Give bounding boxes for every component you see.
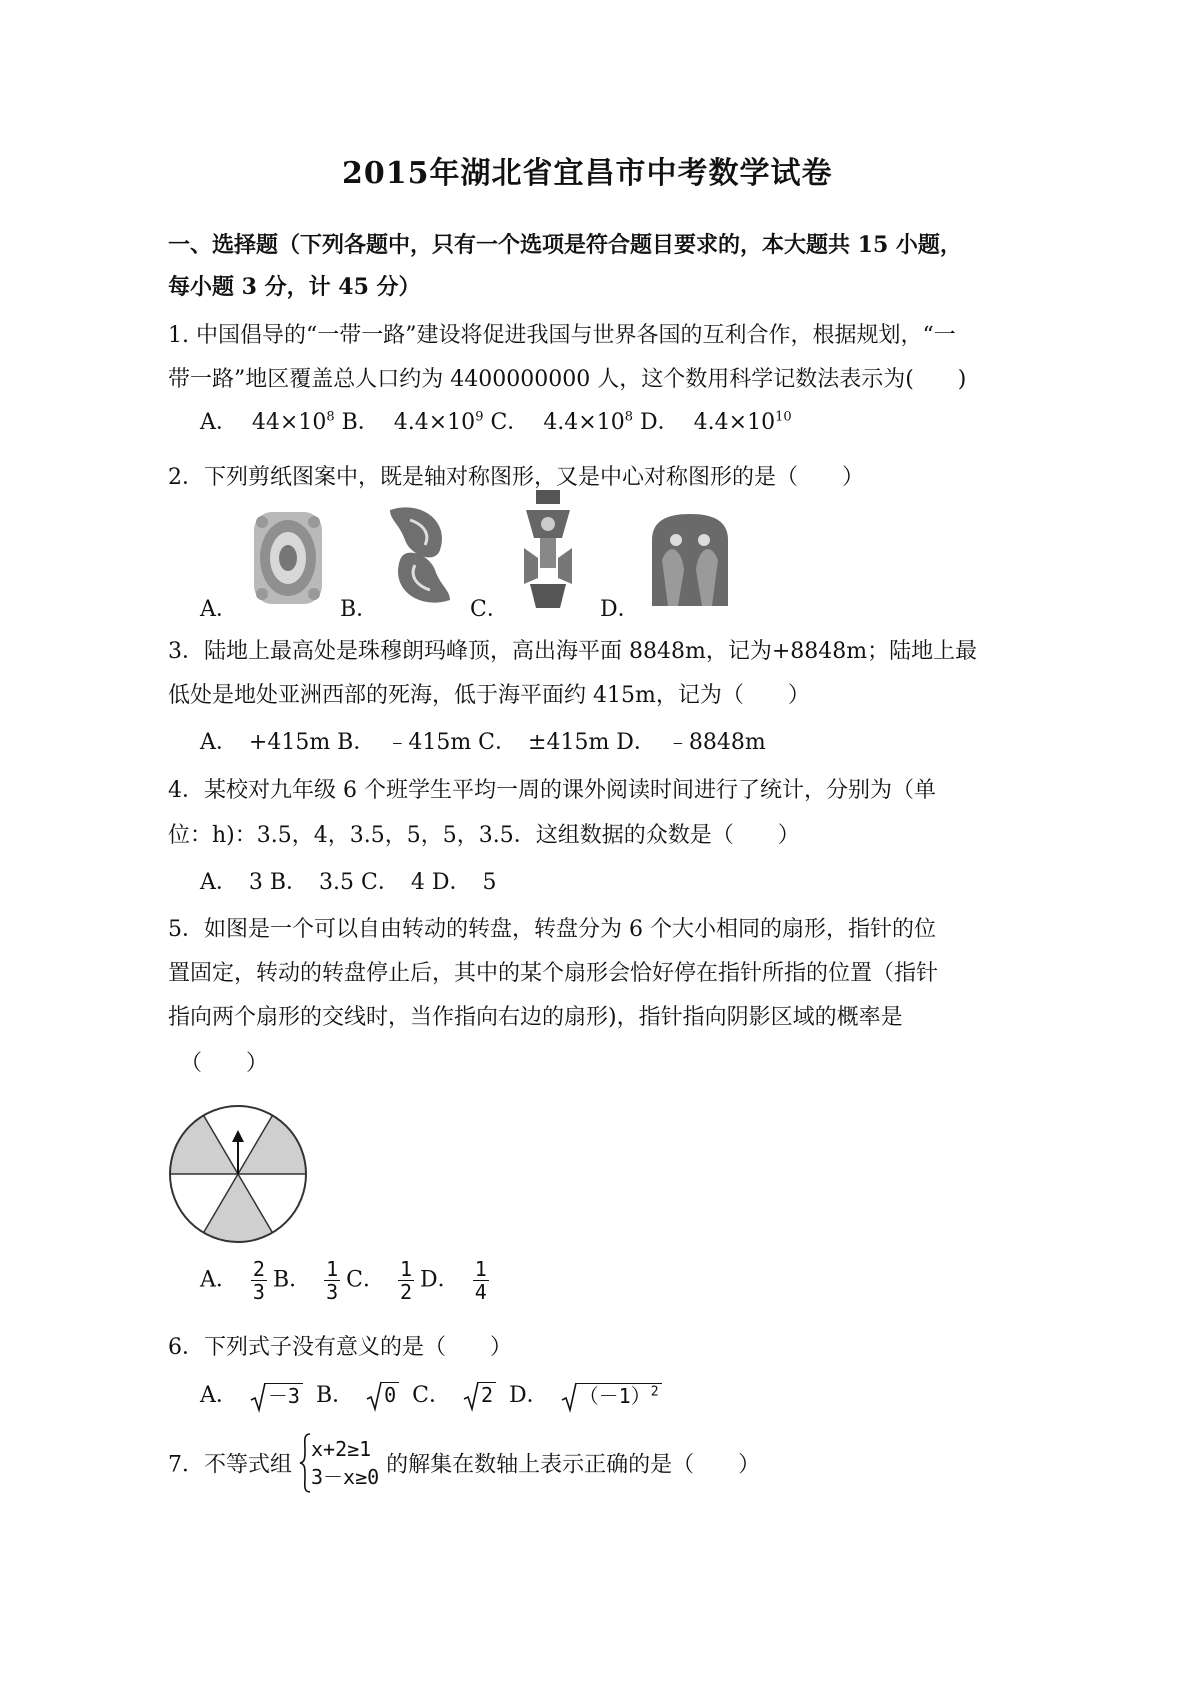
option-a-label: A．	[200, 1267, 238, 1293]
option-a-fraction: $\frac{2}{3}$	[252, 1257, 265, 1304]
shaded-sector-upper-left	[170, 1116, 238, 1174]
question-5-line1: 5．如图是一个可以自由转动的转盘，转盘分为 6 个大小相同的扇形，指针的位	[168, 917, 936, 942]
section-heading-cont: 每小题 3 分，计 45 分）	[168, 274, 421, 300]
option-d-radical: $(-1)^2$	[562, 1380, 662, 1412]
option-d-fraction: $\frac{1}{4}$	[474, 1257, 487, 1304]
inequality-system	[299, 1432, 379, 1494]
question-5-options	[200, 1258, 495, 1303]
question-1-options	[200, 405, 792, 436]
option-b-fraction: $\frac{1}{3}$	[326, 1257, 339, 1304]
option-c: $4.4\times 10^8$	[543, 409, 634, 435]
question-6-options	[200, 1378, 668, 1412]
papercut-pattern-d-image	[648, 510, 732, 610]
option-b-label: B．	[315, 1383, 355, 1408]
question-5-line4: （ ）	[180, 1051, 269, 1076]
section-heading: 一、选择题（下列各题中，只有一个选项是符合题目要求的，本大题共 15 小题，	[168, 232, 962, 258]
option-b-label: B．	[272, 1267, 312, 1293]
option-a-label: A．	[200, 410, 238, 435]
question-7	[168, 1432, 760, 1494]
shaded-sector-bottom	[204, 1174, 273, 1242]
option-a: $44\times 10^8$	[251, 409, 335, 435]
option-c-label: C．	[346, 1267, 385, 1293]
question-7-suffix: 的解集在数轴上表示正确的是（ ）	[386, 1452, 761, 1478]
option-c-label: C．	[490, 410, 530, 435]
option-b-radical: 0	[367, 1381, 399, 1411]
option-b: $4.4\times 10^9$	[393, 409, 484, 435]
q2-option-b-label: B．	[340, 597, 379, 622]
papercut-pattern-b-image	[380, 500, 460, 610]
question-4-options: A． 3 B． 3.5 C． 4 D． 5	[200, 870, 497, 895]
papercut-pattern-a-image	[248, 508, 328, 608]
papercut-pattern-c-image	[518, 488, 578, 610]
question-3-line2: 低处是地处亚洲西部的死海，低于海平面约 415m，记为（ ）	[168, 683, 810, 708]
option-d-label: D．	[509, 1383, 549, 1408]
option-c-fraction: $\frac{1}{2}$	[400, 1257, 413, 1304]
q2-option-d-label: D．	[600, 597, 640, 622]
question-6-line1: 6．下列式子没有意义的是（ ）	[168, 1335, 512, 1360]
spinner-figure	[168, 1104, 308, 1244]
option-d-label: D．	[420, 1267, 460, 1293]
option-b-label: B．	[341, 410, 380, 435]
inequality-2: 3－x≥0	[311, 1465, 380, 1489]
question-5-line2: 置固定，转动的转盘停止后，其中的某个扇形会恰好停在指针所指的位置（指针	[168, 961, 939, 986]
option-a-label: A．	[200, 1383, 238, 1408]
question-4-line1: 4．某校对九年级 6 个班学生平均一周的课外阅读时间进行了统计，分别为（单	[168, 778, 936, 803]
question-3-line1: 3．陆地上最高处是珠穆朗玛峰顶，高出海平面 8848m，记为+8848m；陆地上最	[168, 639, 978, 664]
option-c-label: C．	[412, 1383, 451, 1408]
inequality-1: x+2≥1	[311, 1437, 372, 1461]
question-4-line2: 位：h)：3.5，4，3.5，5，5，3.5．这组数据的众数是（ ）	[168, 823, 800, 848]
shaded-sector-upper-right	[238, 1116, 306, 1174]
question-7-prefix: 7．不等式组	[168, 1452, 292, 1478]
q2-option-a-label: A．	[200, 597, 238, 622]
question-3-options: A． +415m B． ﹣415m C． ±415m D． ﹣8848m	[200, 730, 766, 755]
question-1-line2: 带一路”地区覆盖总人口约为 4400000000 人，这个数用科学记数法表示为( )	[168, 367, 967, 392]
question-2-line1: 2．下列剪纸图案中，既是轴对称图形，又是中心对称图形的是（ ）	[168, 465, 864, 490]
option-c-radical: 2	[464, 1381, 496, 1411]
question-5-line3: 指向两个扇形的交线时，当作指向右边的扇形)，指针指向阴影区域的概率是	[168, 1005, 903, 1030]
option-d-label: D．	[640, 410, 680, 435]
option-a-radical: －3	[251, 1380, 303, 1412]
question-1-line1: 1. 中国倡导的“一带一路”建设将促进我国与世界各国的互利合作，根据规划，“一	[168, 323, 956, 348]
page-title: 2015年湖北省宜昌市中考数学试卷	[342, 156, 833, 191]
q2-option-c-label: C．	[470, 597, 509, 622]
option-d: $4.4\times 10^{10}$	[693, 409, 792, 435]
